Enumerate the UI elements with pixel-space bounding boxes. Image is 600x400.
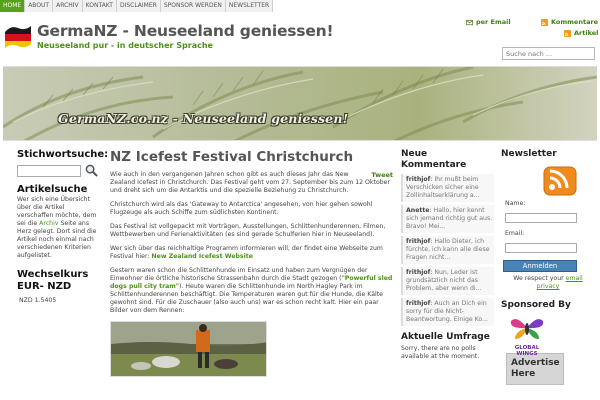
name-label: Name: (505, 200, 526, 207)
post-paragraph-2: Christchurch wird als das 'Gateway to Antarctica' angesehen, von hier gehen sowohl Flugzeuge als auch Schiffe zum südlichsten Kontinent. (110, 201, 373, 216)
poll-text: Sorry, there are no polls available at the moment. (401, 345, 480, 360)
tweet-button[interactable]: Tweet (371, 171, 393, 179)
article-search-text-start: Wer sich eine Übersicht über die Artikel verschaffen möchte, dem sei die (17, 196, 97, 227)
sponsor-name: GLOBAL WINGS (514, 345, 540, 357)
sled-dog-photo-image (111, 322, 267, 377)
nav-about[interactable]: ABOUT (25, 0, 53, 12)
nav-newsletter[interactable]: NEWSLETTER (226, 0, 273, 12)
comment-text: Nun, Leder ist grundsätzlich nicht das Problem, aber wenn di... (406, 269, 482, 292)
post-paragraph-5 (110, 267, 393, 315)
sponsor-logo[interactable] (505, 315, 549, 357)
post-body (110, 171, 393, 315)
left-sidebar (17, 149, 109, 305)
rss-icon (564, 30, 571, 37)
post-paragraph-5-start: Gestern waren schon die Schlittenhunde im Einsatz und haben zum Vergnügen der Einwohner die örtliche historische Strassenbahn durch die Stadt gezogen ( (110, 267, 368, 282)
nav-sponsor[interactable]: SPONSOR WERDEN (161, 0, 226, 12)
search-input[interactable] (502, 47, 595, 60)
comment-author: Anette (406, 207, 430, 214)
email-icon (466, 19, 473, 26)
comments-sidebar (401, 149, 494, 361)
article-search-title: Artikelsuche (17, 184, 88, 195)
email-field[interactable] (505, 243, 577, 253)
main-content (110, 149, 393, 377)
site-title[interactable]: GermaNZ - Neuseeland geniessen! (37, 22, 334, 40)
search-icon[interactable] (85, 164, 98, 177)
exchange-rate-title: Wechselkurs EUR- NZD (17, 269, 89, 292)
post-paragraph-3: Das Festival ist vollgepackt mit Vorträgen, Ausstellungen, Schlittenhunderennen, Filmen, Wettbewerben und Ferienaktivitäten (es sind gerade Schulferien hier in Neuseeland). (110, 223, 386, 238)
subscribe-button[interactable]: Anmelden (503, 260, 577, 272)
subscribe-articles-label: Artikel (574, 29, 599, 37)
email-label: Email: (505, 230, 525, 237)
advertise-here-box[interactable]: Advertise Here (506, 353, 564, 385)
nav-kontakt[interactable]: KONTAKT (83, 0, 117, 12)
global-wings-logo-icon (505, 315, 549, 341)
tag-search-title: Stichwortsuche: (17, 149, 109, 160)
banner-text: GermaNZ.co.nz - Neuseeland geniessen! (58, 111, 349, 126)
nav-disclaimer[interactable]: DISCLAIMER (117, 0, 161, 12)
comments-title: Neue Kommentare (401, 149, 467, 170)
privacy-note-text: We respect your (513, 275, 566, 282)
exchange-rate-value: NZD 1.5405 (19, 297, 57, 304)
comment-text: Hallo Dieter, ich fürchte, ich kann alle diese Fragen nicht... (406, 238, 490, 261)
tag-search-input[interactable] (17, 165, 81, 177)
archiv-link[interactable]: Archiv (39, 220, 59, 227)
rss-icon (541, 19, 548, 26)
subscribe-comments-link[interactable] (541, 18, 598, 26)
post-paragraph-5-end: ). Heute waren die Schlittenhunde im North Hagley Park im Schlittenhunderennen beschäftigt. Die Temperaturen waren gut für die Hunde, die Kälte gewohnt sind. Für die Zuschauer (also auch uns) war es schon recht kalt. Hier ein paar Bilder von dem Rennen: (110, 283, 383, 314)
comment-text: Hallo, hier kennt sich jemand richtig gut aus. Bravo! Mei... (406, 207, 493, 230)
post-paragraph-4 (110, 245, 393, 261)
subscribe-articles-link[interactable] (564, 29, 598, 37)
comment-item[interactable]: frithjof: Hallo Dieter, ich fürchte, ich kann alle diese Fragen nicht... (401, 236, 494, 264)
rss-feed-icon[interactable] (543, 166, 577, 196)
post-paragraph-1: Wie auch in den vergangenen Jahren schon gibt es auch dieses Jahr das New Zealand Icefest in Christchurch. Das Festival geht vom 27. September bis zum 12 Oktober und dreht sich um die Antarktis und die spezielle Beziehung zu Christchurch. (110, 171, 391, 194)
post-title[interactable]: NZ Icefest Festival Christchurch (110, 149, 354, 165)
top-navigation (0, 0, 273, 12)
comment-item[interactable]: frithjof: Nun, Leder ist grundsätzlich nicht das Problem, aber wenn di... (401, 267, 494, 295)
comment-item[interactable]: frithjof: Auch an Dich ein sorry für die Nicht-Beantwortung. Einige Ko... (401, 298, 494, 326)
post-paragraph (110, 171, 393, 195)
subscribe-email-label: per Email (476, 18, 511, 26)
sponsored-title: Sponsored By (501, 300, 571, 310)
subscribe-email-link[interactable] (466, 18, 511, 26)
comment-text: Ihr mußt beim Verschicken sicher eine Zollinhaltserklärung a... (406, 176, 480, 199)
comment-item[interactable]: Anette: Hallo, hier kennt sich jemand richtig gut aus. Bravo! Mei... (401, 205, 494, 233)
comment-author: frithjof (406, 269, 431, 276)
site-tagline: Neuseeland pur - in deutscher Sprache (37, 41, 213, 50)
newsletter-title: Newsletter (501, 149, 557, 159)
comment-text: Auch an Dich ein sorry für die Nicht-Beantwortung. Einige Ko... (406, 300, 489, 323)
right-sidebar (501, 149, 595, 385)
name-field[interactable] (505, 213, 577, 223)
comment-author: frithjof (406, 300, 431, 307)
privacy-note (501, 275, 595, 291)
comment-author: frithjof (406, 176, 431, 183)
article-search-text (17, 196, 102, 260)
poll-title: Aktuelle Umfrage (401, 332, 490, 342)
tag-search-row (17, 164, 102, 177)
post-paragraph-4-text: Wer sich über das reichhaltige Programm informieren will, der findet eine Webseite zum Festival hier: (110, 245, 383, 260)
subscribe-comments-label: Kommentare (551, 18, 599, 26)
germany-flag-logo-icon[interactable] (3, 22, 33, 50)
fern-banner-image (3, 67, 597, 141)
nav-archiv[interactable]: ARCHIV (53, 0, 83, 12)
email-privacy-link[interactable]: email privacy (536, 275, 583, 290)
comment-item[interactable]: frithjof: Ihr mußt beim Verschicken sicher eine Zollinhaltserklärung a... (401, 174, 494, 202)
comment-author: frithjof (406, 238, 431, 245)
header-banner (3, 66, 597, 141)
article-search-text-end: Seite ans Herz gelegt. Dort sind die Artikel noch einmal nach verschiedenen Kriterien aufgelistet. (17, 220, 97, 259)
icefest-website-link[interactable]: New Zealand Icefest Website (151, 253, 253, 260)
sled-dogs-article-link[interactable]: "Powerful sled dogs pull city tram" (110, 275, 393, 290)
sled-dog-race-photo[interactable] (110, 321, 267, 377)
nav-home[interactable]: HOME (0, 0, 25, 12)
